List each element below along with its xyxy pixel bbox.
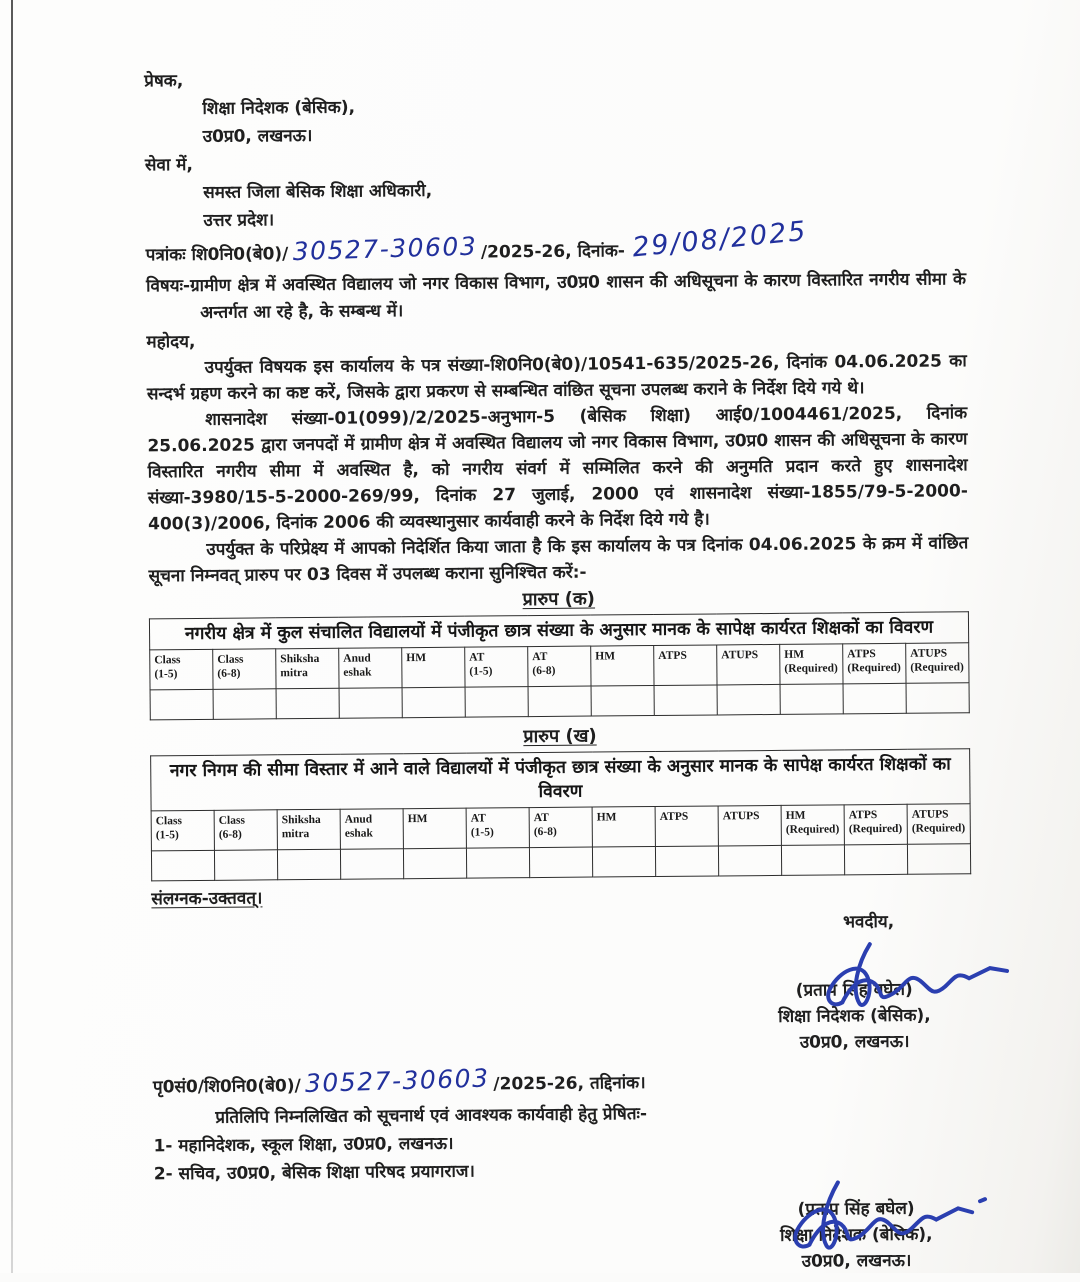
copy-intro-line: प्रतिलिपि निम्नलिखित को सूचनार्थ एवं आवश्यक कार्यवाही हेतु प्रेषितः- [215,1104,648,1128]
empty-cell [592,847,655,878]
empty-cell [151,850,214,881]
recipient-place: उत्तर प्रदेश। [203,210,275,231]
empty-cell [402,687,465,718]
signatory-title: शिक्षा निदेशक (बेसिक), [778,1005,931,1027]
subject-line: विषयः-ग्रामीण क्षेत्र में अवस्थित विद्यालय जो नगर विकास विभाग, उ0प्र0 शासन की अधिसूचना के कारण विस्तारित नगरीय सीमा के अन्तर्गत आ रहे है, के सम्बन्ध में। [145,269,967,323]
signatory-name: (प्रताप सिंह बघेल) [797,1198,915,1220]
column-header: Anud eshak [339,648,402,689]
column-header: ATPS (Required) [843,643,906,684]
empty-cell [654,685,717,716]
empty-cell [529,847,592,878]
column-header: Anud eshak [340,809,403,850]
format-kha-table [150,748,971,881]
empty-cell [717,684,780,715]
column-header: Class (6-8) [213,649,276,690]
column-header: ATPS [655,806,718,847]
empty-cell [466,848,529,879]
signatory-name: (प्रताप सिंह बघेल) [795,979,913,1001]
empty-cell [403,848,466,879]
column-header: Class (1-5) [151,810,214,851]
column-header: ATUPS [717,644,780,685]
empty-cell [339,688,402,719]
body-paragraph-3: उपर्युक्त के परिप्रेक्ष्य में आपको निदेर्शित किया जाता है कि इस कार्यालय के पत्र दिनांक 04.06.2025 के क्रम में वांछित सूचना निम्नवत् प्रारुप पर 03 दिवस में उपलब्ध कराना सुनिश्चित करें:- [148,533,969,587]
copy-recipients-list [153,1125,973,1188]
column-header: HM [592,807,655,848]
signatory-title: शिक्षा निदेशक (बेसिक), [779,1224,933,1246]
salutation: महोदय, [146,332,196,353]
signatory-place: उ0प्र0, लखनऊ। [801,1250,912,1272]
empty-cell [213,689,276,720]
column-header: ATUPS [718,805,781,846]
empty-cell [277,849,340,880]
table-a-empty-row [150,683,969,720]
letter-number-prefix: पत्रांकः शि0नि0(बे0)/ [145,244,289,266]
endorsement-suffix: /2025-26, तद्दिनांक। [493,1073,646,1095]
signature-block-top [713,908,994,1056]
column-header: HM (Required) [781,805,844,846]
column-header: AT (6-8) [528,646,591,687]
column-header: AT (6-8) [529,807,592,848]
copy-recipient: 1- महानिदेशक, स्कूल शिक्षा, उ0प्र0, लखनऊ। [153,1133,454,1157]
signature-block-bottom [716,1195,997,1275]
empty-cell [591,686,654,717]
empty-cell [907,844,970,875]
column-header: AT (1-5) [466,808,529,849]
column-header: ATUPS (Required) [907,804,970,845]
empty-cell [528,686,591,717]
recipient-label: सेवा में, [144,155,193,176]
enclosure-note: संलग्नक-उक्तवत्। [151,888,263,910]
copy-recipient: 2- सचिव, उ0प्र0, बेसिक शिक्षा परिषद प्रयागराज। [153,1161,475,1185]
column-header: Shiksha mitra [277,809,340,850]
column-header: HM [591,646,654,687]
column-header: Shiksha mitra [276,648,339,689]
empty-cell [465,687,528,718]
column-header: HM (Required) [780,644,843,685]
body-paragraph-1: उपर्युक्त विषयक इस कार्यालय के पत्र संख्या-शि0नि0(बे0)/10541-635/2025-26, दिनांक 04.06.2025 का सन्दर्भ ग्रहण करने का कष्ट करें, जिसके द्वारा प्रकरण से सम्बन्धित वांछित सूचना उपलब्ध कराने के निर्देश दिये गये थे। [146,351,967,405]
sender-place: उ0प्र0, लखनऊ। [202,125,313,147]
empty-cell [844,844,907,875]
format-ka-table [149,611,970,720]
empty-cell [655,846,718,877]
column-header: HM [402,647,465,688]
body-paragraph-2: शासनादेश संख्या-01(099)/2/2025-अनुभाग-5 (बेसिक शिक्षा) आई0/1004461/2025, दिनांक 25.06.2025 द्वारा जनपदों में ग्रामीण क्षेत्र में अवस्थित विद्यालय जो नगर विकास विभाग, उ0प्र0 शासन की अधिसूचना के कारण विस्तारित नगरीय सीमा में अवस्थित है, को नगरीय संवर्ग में सम्मिलित करने की अनुमति प्रदान करते हुए शासनादेश संख्या-3980/15-5-2000-269/99, दिनांक 27 जुलाई, 2000 एवं शासनादेश संख्या-1855/79-5-2000-400(3)/2006, दिनांक 2006 की व्यवस्थानुसार कार्यवाही करने के निर्देश दिये गये है। [147,403,968,535]
handwritten-date: 29/08/2025 [631,215,809,264]
sender-label: प्रेषक, [144,71,184,92]
column-header: Class (6-8) [214,810,277,851]
empty-cell [780,684,843,715]
signatory-place: उ0प्र0, लखनऊ। [799,1031,910,1053]
table-b-caption-row [151,749,970,811]
letter-number-suffix: /2025-26, दिनांक- [480,241,626,263]
table-a-caption: नगरीय क्षेत्र में कुल संचालित विद्यालयों में पंजीकृत छात्र संख्या के अनुसार मानक के सापेक्ष कार्यरत शिक्षकों का विवरण [149,612,968,650]
empty-cell [340,849,403,880]
column-header: ATPS [654,645,717,686]
handwritten-letter-number: 30527-30603 [291,231,478,267]
endorsement-prefix: पृ0सं0/शि0नि0(बे0)/ [152,1076,301,1098]
column-header: AT (1-5) [465,647,528,688]
format-kha-heading: प्रारुप (ख) [523,725,597,748]
column-header: ATUPS (Required) [906,643,969,684]
table-b-caption: नगर निगम की सीमा विस्तार में आने वाले विद्यालयों में पंजीकृत छात्र संख्या के अनुसार मानक के सापेक्ष कार्यरत शिक्षकों का विवरण [151,749,970,811]
empty-cell [906,683,969,714]
sender-title: शिक्षा निदेशक (बेसिक), [202,97,356,119]
handwritten-endorsement-number: 30527-30603 [304,1063,490,1099]
empty-cell [276,688,339,719]
empty-cell [718,845,781,876]
empty-cell [843,683,906,714]
column-header: ATPS (Required) [844,804,907,845]
closing-word: भवदीय, [842,911,895,933]
empty-cell [781,845,844,876]
format-ka-heading: प्रारुप (क) [522,588,596,611]
table-b-empty-row [151,844,970,881]
column-header: Class (1-5) [150,649,213,690]
empty-cell [150,689,213,720]
recipient-title: समस्त जिला बेसिक शिक्षा अधिकारी, [203,180,433,203]
empty-cell [214,850,277,881]
column-header: HM [403,808,466,849]
